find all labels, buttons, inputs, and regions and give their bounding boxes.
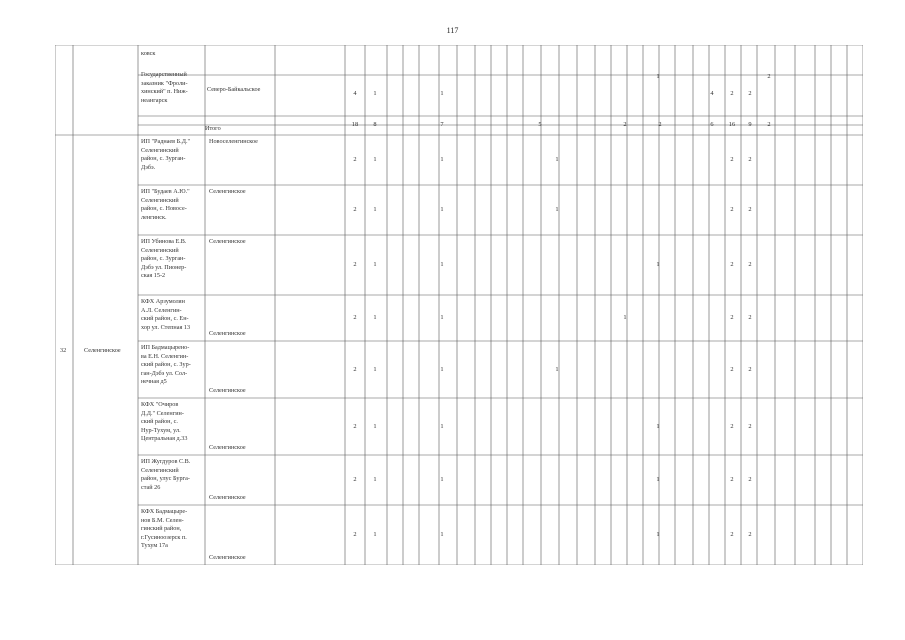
row-value: 1: [373, 261, 377, 268]
total-value: 16: [728, 121, 736, 128]
row-value: 1: [555, 206, 559, 213]
group-district: Селенгинское: [84, 347, 121, 354]
row-district: Селенгинское: [209, 444, 246, 451]
row-value: 1: [373, 206, 377, 213]
data-table: [55, 45, 863, 565]
row-value: 2: [353, 156, 357, 163]
row-value: 1: [555, 156, 559, 163]
row-value: 2: [748, 365, 752, 373]
row-value: 2: [730, 261, 734, 268]
row-value: 1: [373, 531, 377, 538]
reserve-value: 2: [730, 90, 734, 97]
row-name: ИП Бадмацыренo- ва Е.Н. Селенгин- ский район, с. Зур- ган-Дэбэ ул. Сол- нечная д5: [141, 344, 191, 386]
row-value: 1: [555, 365, 559, 373]
reserve-value: 4: [710, 90, 714, 97]
reserve-value: 4: [353, 90, 357, 97]
row-value: 2: [748, 476, 752, 483]
row-value: 1: [440, 422, 444, 430]
row-value: 1: [373, 422, 377, 430]
row-district: Селенгинское: [209, 238, 246, 245]
row-value: 2: [748, 314, 752, 321]
row-value: 1: [440, 365, 444, 373]
row-value: 1: [440, 476, 444, 483]
row-value: 2: [730, 314, 734, 321]
row-name: ИП "Будаев А.Ю." Селенгинский район, с. Новосе- ленгинск.: [141, 188, 190, 221]
total-value: 7: [440, 121, 444, 128]
row-value: 1: [373, 476, 377, 483]
row-value: 2: [748, 422, 752, 430]
row-value: 1: [656, 531, 660, 538]
row-value: 1: [440, 531, 444, 538]
row-name: КФХ Арзумолян А.Л. Селенгин- ский район, с. Ен- хор ул. Степная 13: [141, 298, 191, 331]
row-district: Селенгинское: [209, 494, 246, 501]
reserve-value: 2: [767, 73, 771, 80]
row-value: 1: [440, 206, 444, 213]
row-value: 2: [730, 206, 734, 213]
total-label: Итого: [205, 125, 221, 132]
reserve-value: 1: [373, 90, 377, 97]
row-name: ИП "Раднаев Б.Д." Селенгинский район, с. Зурган- Дэбэ.: [141, 138, 191, 171]
row-name: КФХ "Очиров Д.Д." Селенгин- ский район, с. Нур-Тухум, ул. Центральная д.33: [141, 401, 188, 443]
row-value: 1: [440, 261, 444, 268]
group-number: 32: [60, 347, 67, 354]
total-value: 6: [710, 121, 714, 128]
row-value: 2: [353, 422, 357, 430]
row-district: Селенгинское: [209, 554, 246, 561]
total-value: 2: [623, 121, 627, 128]
row-value: 2: [353, 206, 357, 213]
row-value: 2: [353, 531, 357, 538]
row-district: Новоселенгинское: [209, 138, 258, 145]
total-value: 8: [373, 121, 377, 128]
reserve-district: Северо-Байкальское: [207, 86, 261, 93]
row-district: Селенгинское: [209, 387, 246, 394]
row-value: 1: [440, 314, 444, 321]
row-value: 1: [373, 365, 377, 373]
row-name: ИП Жугдуров С.В. Селенгинский район, улус Бурга- стай 26: [141, 458, 191, 491]
total-value: 2: [658, 121, 662, 128]
row-value: 2: [730, 476, 734, 483]
reserve-value: 1: [656, 73, 660, 80]
row-value: 2: [730, 531, 734, 538]
row-value: 1: [656, 261, 660, 268]
row-value: 2: [353, 476, 357, 483]
row-value: 1: [656, 422, 660, 430]
row-name: ИП Убинова Е.В. Селенгинский район, с. Зурган- Дэбэ ул. Пионер- ская 15-2: [141, 238, 187, 280]
row-name: КФХ Бадмацыре- нов Б.М. Селен- гинский район, г.Гусиноозерск п. Тухум 17а: [141, 508, 188, 550]
reserve-value: 1: [440, 90, 444, 97]
page-number: 117: [446, 26, 459, 35]
row-value: 2: [353, 314, 357, 321]
row-value: 1: [373, 314, 377, 321]
row-value: 1: [373, 156, 377, 163]
total-value: 2: [767, 121, 771, 128]
row-value: 2: [353, 365, 357, 373]
row-value: 2: [730, 422, 734, 430]
row-value: 1: [623, 314, 627, 321]
row-value: 2: [748, 156, 752, 163]
row-value: 2: [748, 531, 752, 538]
row-value: 1: [440, 156, 444, 163]
row-district: Селенгинское: [209, 330, 246, 337]
reserve-value: 2: [748, 90, 752, 97]
row-value: 1: [656, 476, 660, 483]
row-district: Селенгинское: [209, 188, 246, 195]
row-value: 2: [748, 206, 752, 213]
total-value: 18: [351, 121, 359, 128]
total-value: 5: [538, 121, 542, 128]
row-value: 2: [353, 261, 357, 268]
continued-name: ковск: [141, 50, 156, 57]
reserve-name: Государственный заказник "Фрoли- хинский" п. Ниж- неангарск: [141, 71, 188, 104]
row-value: 2: [730, 365, 734, 373]
row-value: 2: [748, 261, 752, 268]
total-value: 9: [748, 121, 752, 128]
row-value: 2: [730, 156, 734, 163]
